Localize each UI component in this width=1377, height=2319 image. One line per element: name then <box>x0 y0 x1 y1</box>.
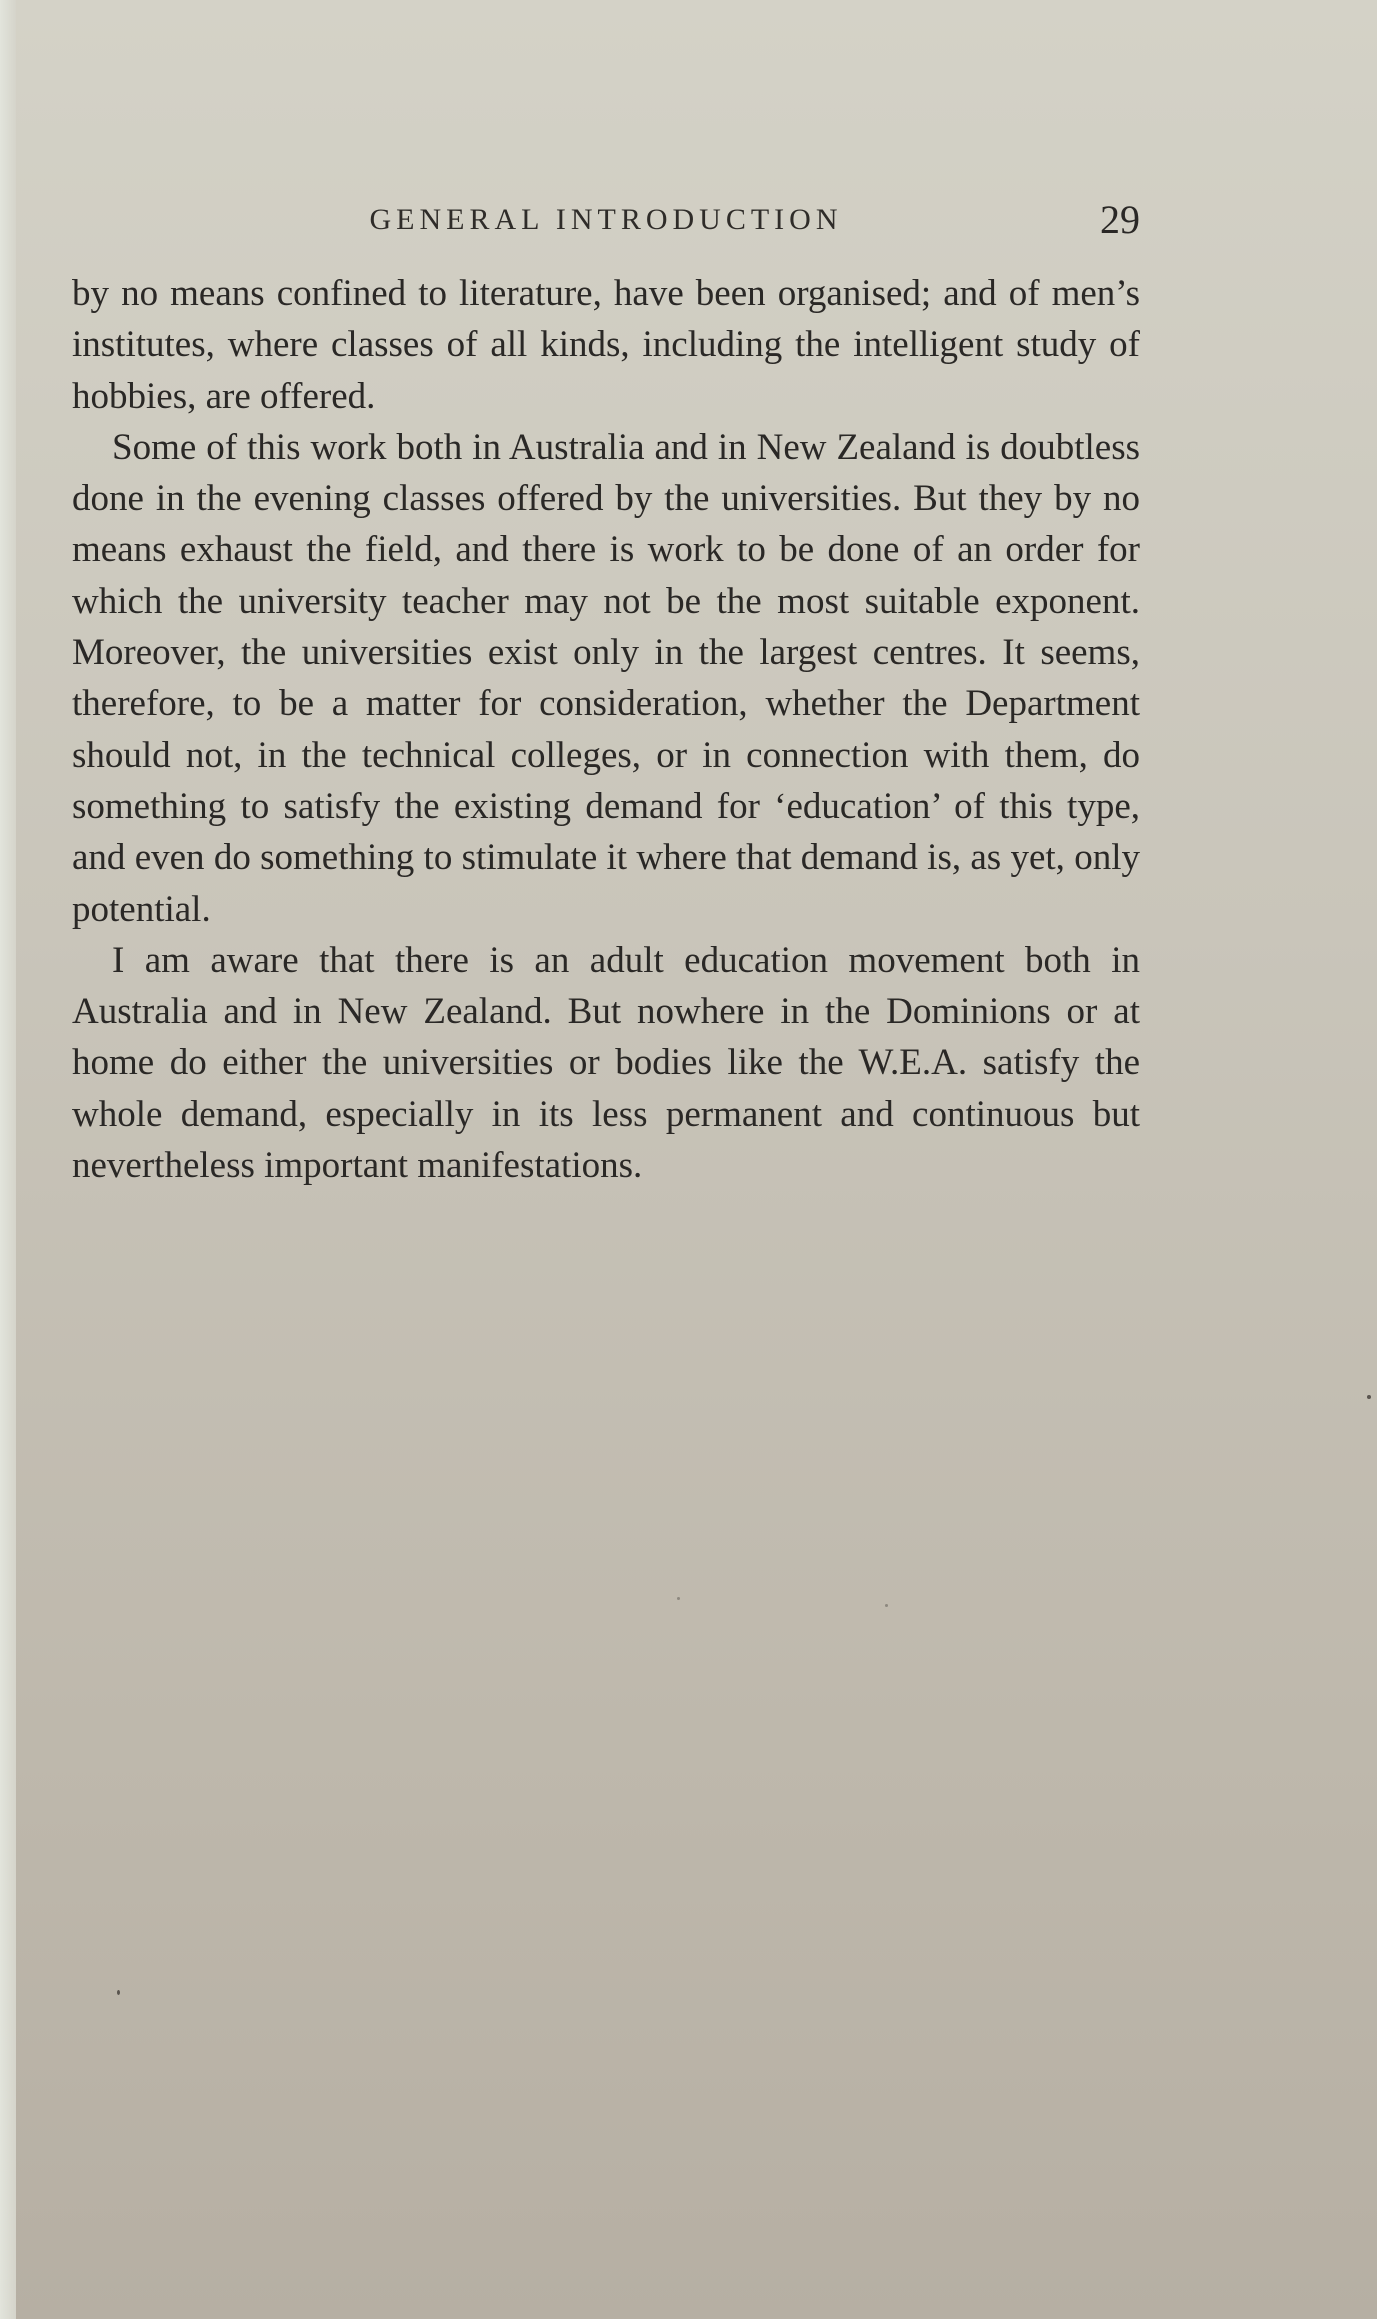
running-head <box>72 197 1140 260</box>
paper-speck <box>677 1597 680 1600</box>
paper-speck <box>117 1990 120 1995</box>
paragraph-continuation: by no means confined to literature, have been organised; and of men’s institutes, where classes of all kinds, including the intelligent study of hobbies, are offered. <box>72 273 1140 417</box>
body-text <box>72 268 1140 1191</box>
page-edge <box>0 0 16 2319</box>
paper-speck <box>1367 1395 1371 1399</box>
paragraph-adult-education: I am aware that there is an adult education movement both in Australia and in New Zealand. But nowhere in the Dominions or at home do either the universities or bodies like the W.E.A. satisfy the whole demand, especially in its less permanent and continuous but nevertheless important manifestations. <box>72 939 1140 1187</box>
paragraph-evening-classes: Some of this work both in Australia and in New Zealand is doubtless done in the evening classes offered by the universities. But they by no means exhaust the field, and there is work to be done of an order for which the university teacher may not be the most suitable exponent. Moreover, the universities exist only in the largest centres. It seems, therefore, to be a matter for consideration, whether the Department should not, in the technical colleges, or in connection with them, do something to satisfy the existing demand for ‘education’ of this type, and even do something to stimulate it where that demand is, as yet, only potential. <box>72 426 1140 930</box>
paper-speck <box>885 1604 888 1607</box>
running-head-title: GENERAL INTRODUCTION <box>369 203 843 236</box>
page-number: 29 <box>1100 197 1140 242</box>
